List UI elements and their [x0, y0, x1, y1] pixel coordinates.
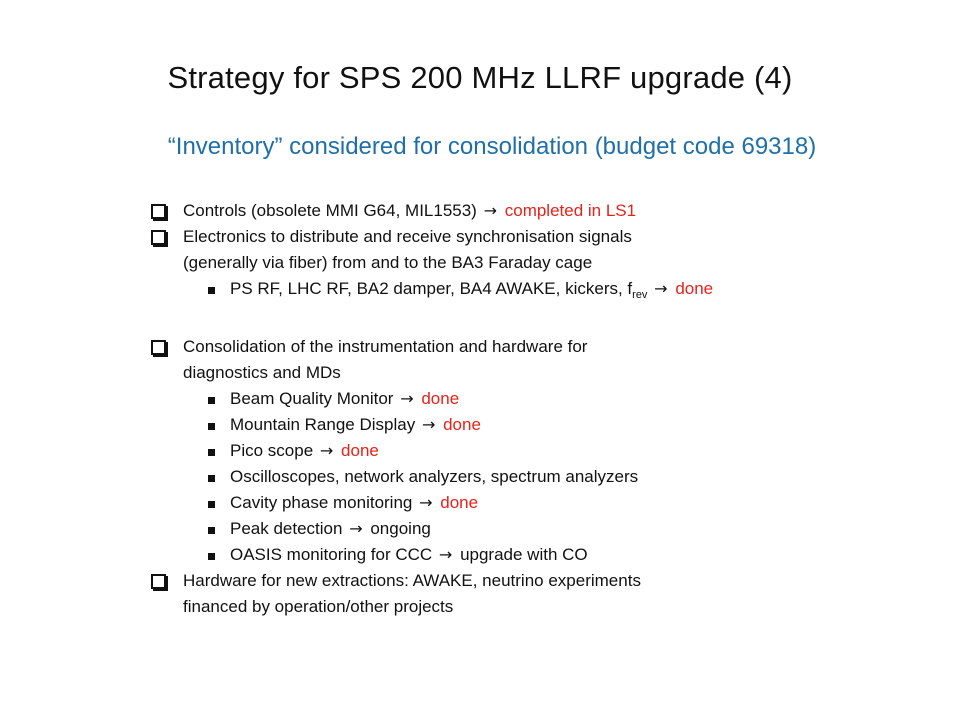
sub-bullet-text: Cavity phase monitoring [230, 493, 413, 512]
sub-bullet-oasis-monitoring [150, 542, 870, 568]
right-arrow-icon: → [419, 493, 433, 512]
checkbox-bullet-icon [150, 198, 174, 227]
spacer [150, 308, 870, 334]
bullet-text-line1: Consolidation of the instrumentation and hardware for [183, 337, 588, 356]
sub-bullet-text: OASIS monitoring for CCC [230, 545, 433, 564]
sub-bullet-pico-scope [150, 438, 870, 464]
bullet-text-line1: Electronics to distribute and receive synchronisation signals [183, 227, 632, 246]
square-bullet-icon [208, 490, 222, 516]
bullet-hardware [150, 568, 870, 620]
right-arrow-icon: → [421, 415, 436, 434]
checkbox-bullet-icon [150, 224, 174, 253]
bullet-text-line2: (generally via fiber) from and to the BA3 Faraday cage [183, 253, 593, 272]
status-text: ongoing [370, 519, 431, 538]
sub-bullet-beam-quality-monitor [150, 386, 870, 412]
right-arrow-icon: → [438, 545, 453, 564]
bullet-consolidation [150, 334, 870, 386]
status-text: completed in LS1 [504, 201, 637, 220]
status-text: done [675, 279, 714, 298]
sub-bullet-text: Oscilloscopes, network analyzers, spectrum analyzers [230, 467, 639, 486]
square-bullet-icon [208, 516, 222, 542]
sub-bullet-sync-signals [150, 276, 870, 308]
right-arrow-icon: → [400, 389, 414, 408]
sub-bullet-text: Mountain Range Display [230, 415, 416, 434]
sub-bullet-text: PS RF, LHC RF, BA2 damper, BA4 AWAKE, kickers, f [230, 279, 633, 298]
status-text: done [440, 493, 479, 512]
bullet-text-line1: Hardware for new extractions: AWAKE, neutrino experiments [183, 571, 641, 590]
bullet-controls [150, 198, 870, 224]
sub-bullet-text: Peak detection [230, 519, 343, 538]
right-arrow-icon: → [654, 279, 668, 298]
square-bullet-icon [208, 412, 222, 438]
sub-bullet-cavity-phase-monitoring [150, 490, 870, 516]
status-text: upgrade with CO [460, 545, 588, 564]
sub-bullet-text: Beam Quality Monitor [230, 389, 394, 408]
sub-bullet-oscilloscopes [150, 464, 870, 490]
square-bullet-icon [208, 438, 222, 464]
subscript-rev: rev [632, 289, 648, 301]
sub-bullet-mountain-range-display [150, 412, 870, 438]
slide-title: Strategy for SPS 200 MHz LLRF upgrade (4) [167, 60, 793, 95]
sub-bullet-peak-detection [150, 516, 870, 542]
status-text: done [443, 415, 481, 434]
right-arrow-icon: → [483, 201, 497, 220]
bullet-text-line2: financed by operation/other projects [183, 597, 454, 616]
checkbox-bullet-icon [150, 334, 174, 363]
sub-bullet-text: Pico scope [230, 441, 314, 460]
right-arrow-icon: → [349, 519, 363, 538]
status-text: done [341, 441, 379, 460]
square-bullet-icon [208, 464, 222, 490]
checkbox-bullet-icon [150, 568, 174, 597]
square-bullet-icon [208, 542, 222, 568]
square-bullet-icon [208, 276, 222, 302]
square-bullet-icon [208, 386, 222, 412]
bullet-list [150, 198, 870, 620]
status-text: done [421, 389, 460, 408]
slide-subtitle: “Inventory” considered for consolidation (budget code 69318) [167, 133, 817, 160]
bullet-electronics [150, 224, 870, 276]
bullet-text: Controls (obsolete MMI G64, MIL1553) [183, 201, 477, 220]
bullet-text-line2: diagnostics and MDs [183, 363, 341, 382]
right-arrow-icon: → [319, 441, 334, 460]
